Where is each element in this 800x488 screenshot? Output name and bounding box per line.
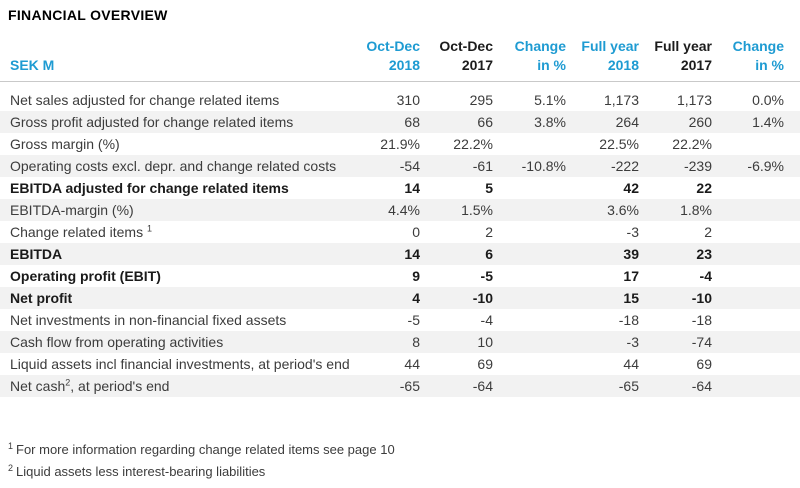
column-header: Oct-Dec 2018 (347, 37, 420, 82)
cell-value (493, 221, 566, 243)
table-row (0, 199, 800, 221)
footnote-marker: 1 (8, 440, 14, 451)
cell-value: 14 (404, 180, 420, 196)
row-label: Net sales adjusted for change related items (10, 92, 280, 108)
table-row (0, 89, 800, 111)
cell-value (712, 353, 800, 375)
cell-value: 1,173 (676, 92, 712, 108)
row-label: Net profit (10, 290, 73, 306)
table-row (0, 309, 800, 331)
row-label: Net cash$^2$, at period's end (10, 377, 170, 394)
cell-value: 22 (696, 180, 712, 196)
cell-value (712, 133, 800, 155)
table-row (0, 133, 800, 155)
cell-value: -4 (480, 312, 493, 328)
cell-value: 260 (688, 114, 712, 130)
cell-value: 2 (485, 224, 493, 240)
cell-value: 10 (477, 334, 493, 350)
cell-value: -4 (699, 268, 712, 284)
cell-value: 44 (623, 356, 639, 372)
footnotes (8, 439, 800, 483)
cell-value (712, 221, 800, 243)
cell-value: -3 (626, 224, 639, 240)
cell-value: -5 (407, 312, 420, 328)
row-label: Operating profit (EBIT) (10, 268, 161, 284)
column-header: Change in % (712, 37, 800, 82)
cell-value: -10.8% (521, 158, 566, 174)
cell-value: 295 (469, 92, 493, 108)
cell-value (712, 331, 800, 353)
row-label: EBITDA-margin (%) (10, 202, 134, 218)
cell-value: 8 (412, 334, 420, 350)
cell-value: 21.9% (380, 136, 420, 152)
cell-value (493, 265, 566, 287)
cell-value: 22.2% (453, 136, 493, 152)
cell-value: 17 (623, 268, 639, 284)
cell-value: -5 (480, 268, 493, 284)
cell-value (493, 199, 566, 221)
cell-value: -61 (472, 158, 493, 174)
column-header: Change in % (493, 37, 566, 82)
cell-value: 4 (412, 290, 420, 306)
cell-value (493, 287, 566, 309)
cell-value: 1,173 (603, 92, 639, 108)
cell-value: -65 (618, 378, 639, 394)
row-label: Liquid assets incl financial investments, at period's end (10, 356, 350, 372)
column-header: Full year 2017 (639, 37, 712, 82)
cell-value: 23 (696, 246, 712, 262)
cell-value: -3 (626, 334, 639, 350)
cell-value: 310 (396, 92, 420, 108)
footnote-marker: 1 (146, 223, 152, 234)
cell-value: 3.6% (607, 202, 639, 218)
cell-value: 66 (477, 114, 493, 130)
cell-value: -64 (691, 378, 712, 394)
cell-value: -10 (472, 290, 493, 306)
column-header: Oct-Dec 2017 (420, 37, 493, 82)
cell-value (712, 287, 800, 309)
cell-value: 5 (485, 180, 493, 196)
table-row (0, 265, 800, 287)
cell-value (493, 133, 566, 155)
cell-value: -74 (691, 334, 712, 350)
table-header-row (0, 37, 800, 82)
row-label: Operating costs excl. depr. and change related costs (10, 158, 337, 174)
cell-value: 22.5% (599, 136, 639, 152)
row-label: Gross profit adjusted for change related items (10, 114, 294, 130)
footnote: $^2$ Liquid assets less interest-bearing liabilities (8, 462, 266, 479)
cell-value: -18 (691, 312, 712, 328)
cell-value (712, 265, 800, 287)
table-row (0, 243, 800, 265)
cell-value: -222 (610, 158, 639, 174)
table-row (0, 221, 800, 243)
cell-value (712, 243, 800, 265)
cell-value (493, 331, 566, 353)
cell-value: 1.5% (461, 202, 493, 218)
cell-value (493, 177, 566, 199)
table-row (0, 111, 800, 133)
cell-value: 0.0% (752, 92, 784, 108)
cell-value: 44 (404, 356, 420, 372)
footnote-marker: 2 (8, 462, 14, 473)
cell-value (493, 309, 566, 331)
cell-value: 69 (477, 356, 493, 372)
row-label: Net investments in non-financial fixed assets (10, 312, 287, 328)
table-row (0, 155, 800, 177)
column-header: Full year 2018 (566, 37, 639, 82)
cell-value: 0 (412, 224, 420, 240)
table-row (0, 331, 800, 353)
cell-value: 9 (412, 268, 420, 284)
cell-value: -10 (691, 290, 712, 306)
financial-table (0, 37, 800, 397)
cell-value (712, 375, 800, 397)
footnote: $^1$ For more information regarding change related items see page 10 (8, 440, 395, 457)
row-label: Cash flow from operating activities (10, 334, 224, 350)
cell-value: 6 (485, 246, 493, 262)
cell-value: 1.4% (752, 114, 784, 130)
cell-value (493, 243, 566, 265)
cell-value: 264 (615, 114, 639, 130)
cell-value (712, 199, 800, 221)
row-label: EBITDA (10, 246, 63, 262)
cell-value: 22.2% (672, 136, 712, 152)
cell-value: -54 (399, 158, 420, 174)
cell-value (493, 353, 566, 375)
cell-value: 2 (704, 224, 712, 240)
table-row (0, 353, 800, 375)
cell-value: -18 (618, 312, 639, 328)
table-row (0, 375, 800, 397)
table-row (0, 177, 800, 199)
cell-value: 14 (404, 246, 420, 262)
cell-value: -64 (472, 378, 493, 394)
cell-value: 5.1% (534, 92, 566, 108)
cell-value: -65 (399, 378, 420, 394)
header-gap-spacer (0, 82, 800, 90)
footnote-marker: 2 (65, 377, 71, 388)
cell-value: 3.8% (534, 114, 566, 130)
cell-value: 39 (623, 246, 639, 262)
cell-value: -239 (683, 158, 712, 174)
cell-value: 15 (623, 290, 639, 306)
cell-value (493, 375, 566, 397)
cell-value: 1.8% (680, 202, 712, 218)
cell-value: -6.9% (747, 158, 784, 174)
row-label: EBITDA adjusted for change related items (10, 180, 289, 196)
header-sek-m: SEK M (0, 37, 347, 82)
row-label: Gross margin (%) (10, 136, 120, 152)
row-label: Change related items $^1$ (10, 223, 152, 240)
page-title: FINANCIAL OVERVIEW (8, 7, 168, 23)
cell-value: 69 (696, 356, 712, 372)
table-row (0, 287, 800, 309)
cell-value (712, 177, 800, 199)
cell-value: 42 (623, 180, 639, 196)
cell-value: 4.4% (388, 202, 420, 218)
cell-value: 68 (404, 114, 420, 130)
cell-value (712, 309, 800, 331)
